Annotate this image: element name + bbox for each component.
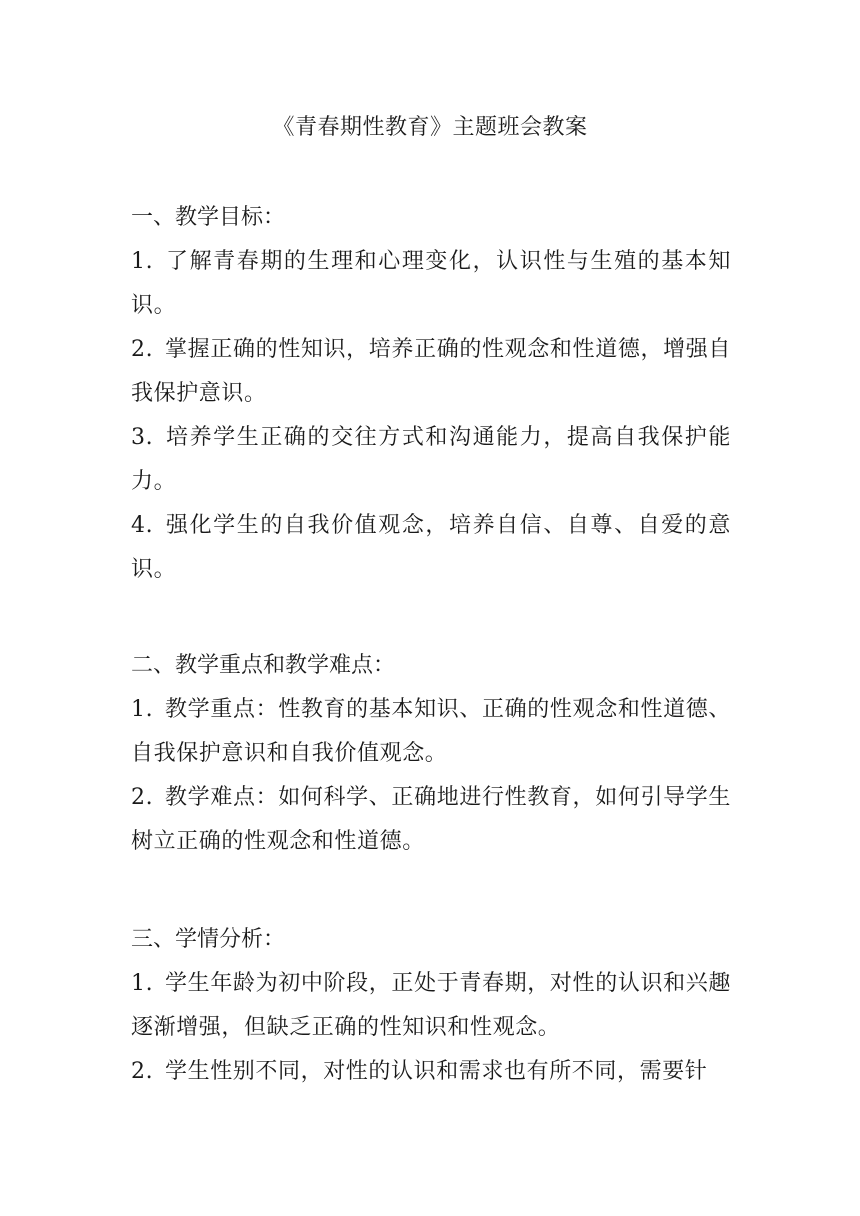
item-number: 1.	[131, 249, 154, 274]
item-number: 2.	[131, 785, 154, 810]
section-teaching-objectives	[131, 196, 731, 592]
section-learner-analysis	[131, 918, 731, 1094]
item-text: 学生性别不同，对性的认识和需求也有所不同，需要针	[165, 1059, 708, 1084]
item-number: 3.	[131, 425, 154, 450]
item-number: 4.	[131, 513, 154, 538]
item-text: 培养学生正确的交往方式和沟通能力，提高自我保护能力。	[131, 425, 731, 494]
list-item	[131, 240, 731, 328]
list-item	[131, 776, 731, 864]
item-number: 1.	[131, 697, 154, 722]
item-text: 强化学生的自我价值观念，培养自信、自尊、自爱的意识。	[131, 513, 731, 582]
item-number: 2.	[131, 1059, 154, 1084]
item-text: 学生年龄为初中阶段，正处于青春期，对性的认识和兴趣逐渐增强，但缺乏正确的性知识和性观念。	[131, 971, 731, 1040]
item-number: 2.	[131, 337, 154, 362]
section-heading: 二、教学重点和教学难点：	[131, 653, 396, 678]
item-text: 教学难点：如何科学、正确地进行性教育，如何引导学生树立正确的性观念和性道德。	[131, 785, 731, 854]
list-item	[131, 328, 731, 416]
item-text: 掌握正确的性知识，培养正确的性观念和性道德，增强自我保护意识。	[131, 337, 731, 406]
list-item	[131, 416, 731, 504]
section-heading: 三、学情分析：	[131, 927, 286, 952]
item-number: 1.	[131, 971, 154, 996]
list-item	[131, 1050, 731, 1094]
section-heading: 一、教学目标：	[131, 205, 286, 230]
section-key-points-and-difficulties	[131, 644, 731, 864]
item-text: 了解青春期的生理和心理变化，认识性与生殖的基本知识。	[131, 249, 731, 318]
list-item	[131, 504, 731, 592]
item-text: 教学重点：性教育的基本知识、正确的性观念和性道德、自我保护意识和自我价值观念。	[131, 697, 731, 766]
list-item	[131, 962, 731, 1050]
list-item	[131, 688, 731, 776]
document-title: 《青春期性教育》主题班会教案	[272, 115, 588, 140]
